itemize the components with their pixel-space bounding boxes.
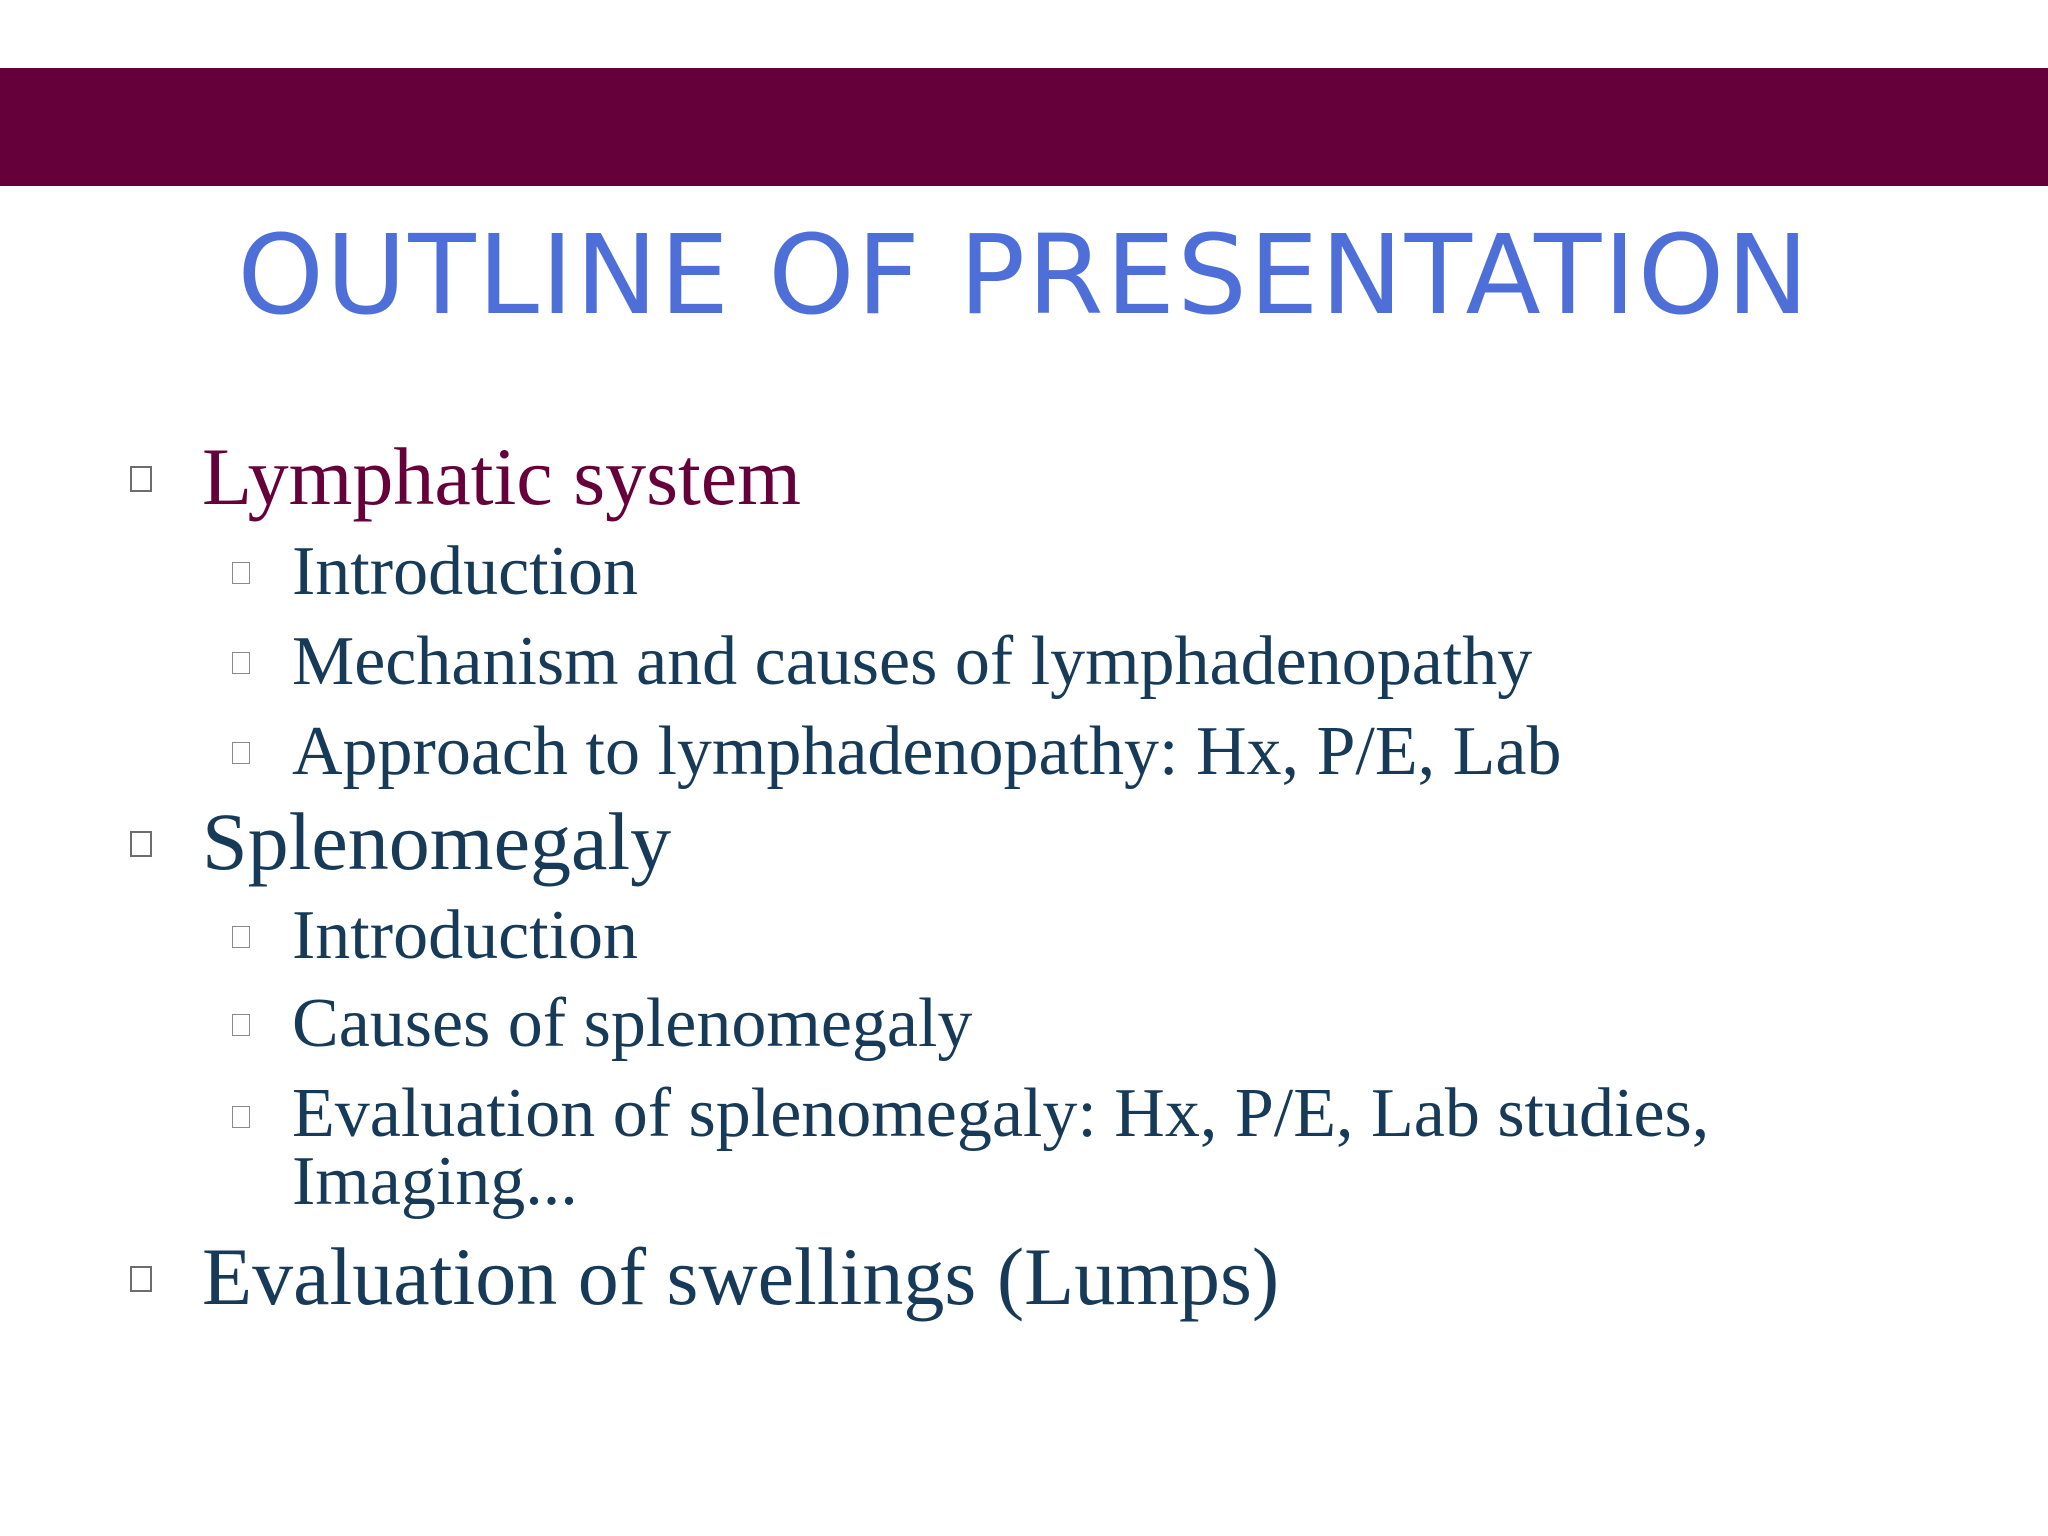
subitem-label: Introduction [292, 897, 639, 974]
outline-section-swellings [202, 1232, 1279, 1322]
square-bullet-icon [232, 742, 250, 764]
square-bullet-icon [232, 926, 250, 948]
slide-title: OUTLINE OF PRESENTATION [237, 211, 1811, 339]
square-bullet-icon [232, 562, 250, 584]
section-label: Evaluation of swellings (Lumps) [202, 1231, 1280, 1322]
section-label: Lymphatic system [202, 431, 801, 522]
subitem-label: Introduction [292, 533, 639, 610]
square-bullet-icon [130, 1266, 152, 1292]
outline-subitem [292, 1075, 1872, 1220]
outline-section-lymphatic [202, 432, 801, 522]
square-bullet-icon [232, 652, 250, 674]
outline-subitem [292, 623, 1533, 700]
subitem-label: Approach to lymphadenopathy: Hx, P/E, Lab [292, 713, 1562, 790]
outline-section-splenomegaly [202, 797, 671, 887]
subitem-label: Evaluation of splenomegaly: Hx, P/E, Lab studies, Imaging... [292, 1075, 1710, 1220]
subitem-label: Mechanism and causes of lymphadenopathy [292, 623, 1533, 700]
square-bullet-icon [232, 1014, 250, 1036]
square-bullet-icon [232, 1106, 250, 1128]
outline-subitem [292, 985, 973, 1062]
section-label: Splenomegaly [202, 796, 672, 887]
subitem-label: Causes of splenomegaly [292, 985, 973, 1062]
outline-subitem [292, 533, 639, 610]
square-bullet-icon [130, 831, 152, 857]
outline-subitem [292, 897, 639, 974]
outline-subitem [292, 713, 1562, 790]
square-bullet-icon [130, 466, 152, 492]
